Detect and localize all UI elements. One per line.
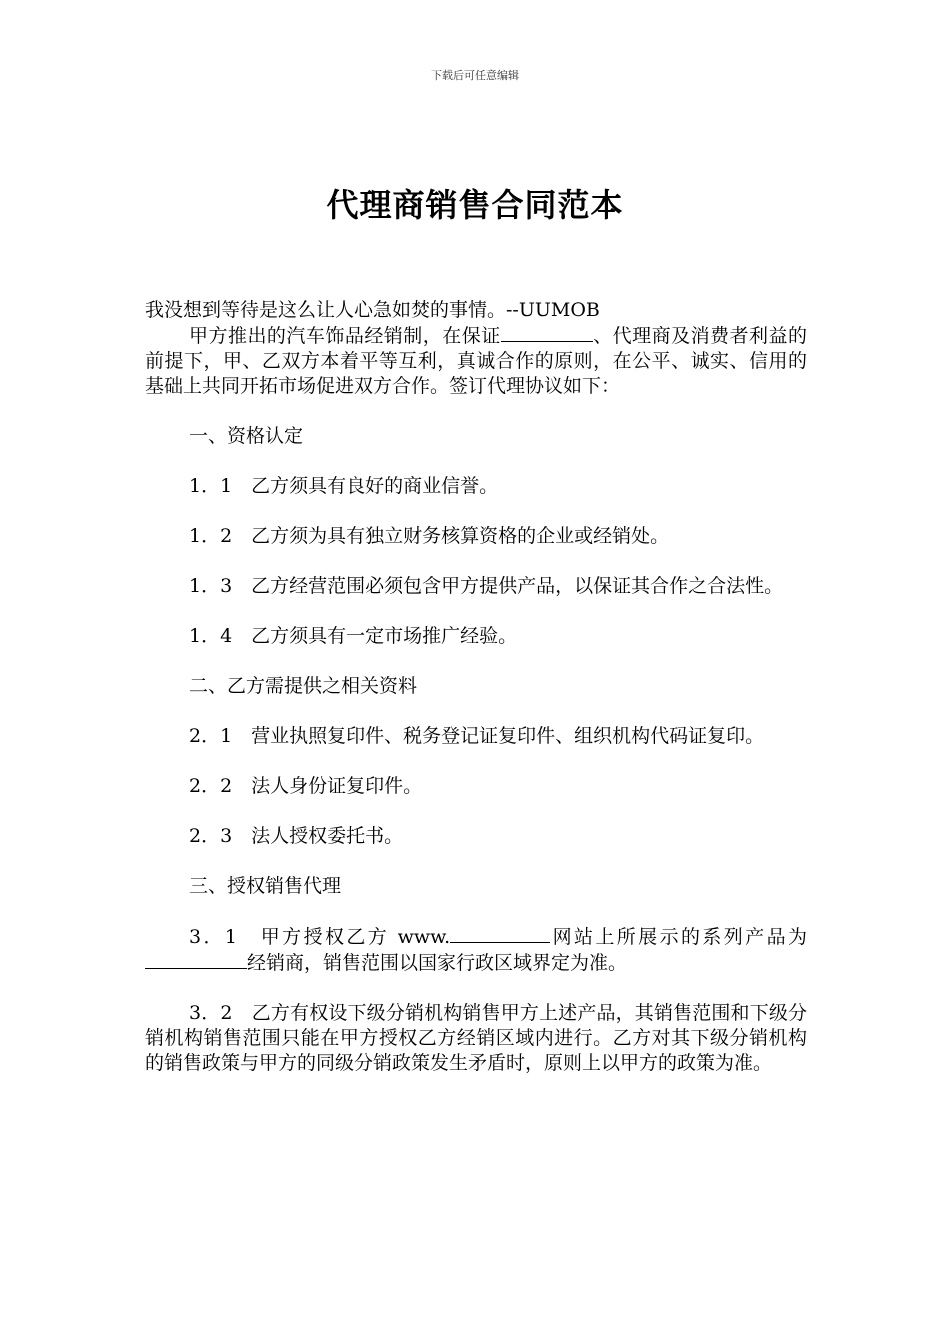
preamble-text-1: 甲方推出的汽车饰品经销制，在保证 (189, 325, 501, 347)
clause-1-4: 1．4 乙方须具有一定市场推广经验。 (189, 625, 518, 647)
clause-2-3: 2．3 法人授权委托书。 (189, 825, 404, 847)
section-heading-1: 一、资格认定 (189, 425, 304, 447)
blank-field-guarantee[interactable] (501, 323, 593, 342)
page-header-note: 下载后可任意编辑 (431, 69, 519, 82)
clause-1-2: 1．2 乙方须为具有独立财务核算资格的企业或经销处。 (189, 525, 670, 547)
section-heading-3: 三、授权销售代理 (189, 875, 342, 897)
clause-3-1 (145, 924, 807, 976)
clause-3-1-text-b: 网站上所展示的系列产品为 (550, 926, 807, 948)
clause-3-1-text-a: 3．1 甲方授权乙方 www. (189, 926, 451, 948)
blank-field-website[interactable] (450, 924, 550, 943)
blank-field-dealer-level[interactable] (145, 950, 247, 969)
clause-2-1: 2．1 营业执照复印件、税务登记证复印件、组织机构代码证复印。 (189, 725, 765, 747)
preamble-text-2: 、代理商及消费者利益的前提下，甲、乙双方本着平等互利，真诚合作的原则，在公平、诚实、信用的基础上共同开拓市场促进双方合作。签订代理协议如下： (145, 325, 807, 397)
clause-1-1: 1．1 乙方须具有良好的商业信誉。 (189, 475, 499, 497)
document-title: 代理商销售合同范本 (326, 186, 624, 224)
clause-3-1-text-c: 经销商，销售范围以国家行政区域界定为准。 (247, 952, 628, 974)
clause-3-2: 3．2 乙方有权设下级分销机构销售甲方上述产品，其销售范围和下级分销机构销售范围只能在甲方授权乙方经销区域内进行。乙方对其下级分销机构的销售政策与甲方的同级分销政策发生矛盾时，原则上以甲方的政策为准。 (145, 1002, 807, 1074)
section-heading-2: 二、乙方需提供之相关资料 (189, 675, 418, 697)
document-body (145, 298, 807, 1076)
intro-line: 我没想到等待是这么让人心急如焚的事情。--UUMOB (145, 299, 600, 321)
preamble-paragraph (145, 323, 807, 399)
clause-1-3: 1．3 乙方经营范围必须包含甲方提供产品，以保证其合作之合法性。 (189, 575, 784, 597)
clause-2-2: 2．2 法人身份证复印件。 (189, 775, 423, 797)
